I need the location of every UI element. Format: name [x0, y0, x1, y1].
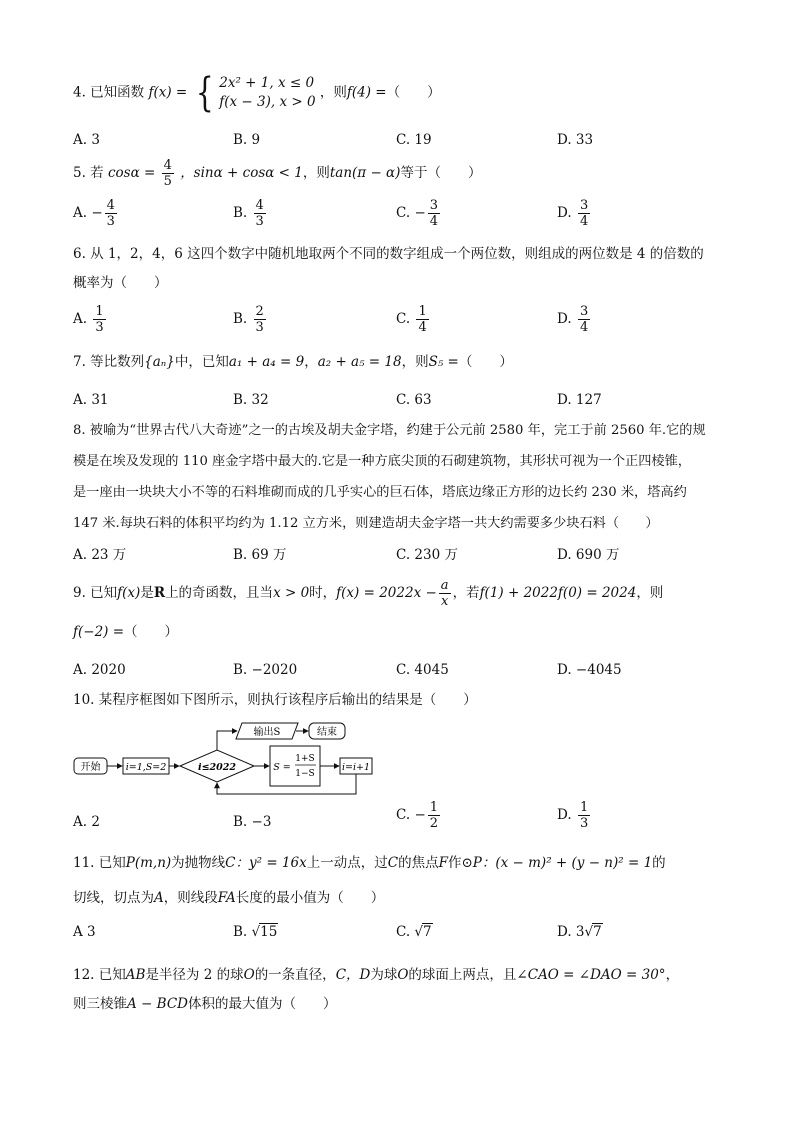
q6-line-2: 概率为（ ）	[73, 275, 168, 291]
q7-option-c[interactable]: C. 63	[396, 392, 432, 408]
q5-option-a-sign: −	[91, 205, 103, 221]
q9-option-a[interactable]: A. 2020	[73, 662, 126, 678]
q5-option-b-num: 4	[255, 198, 264, 213]
flow-init-label: i=1,S=2	[125, 762, 167, 773]
q11-option-a[interactable]: A 3	[73, 924, 96, 940]
q7-text-b: 中，已知	[174, 354, 229, 370]
q4-number: 4.	[73, 84, 91, 101]
q12-text-c: 的一条直径，	[254, 967, 336, 983]
q10-option-c[interactable]	[396, 800, 442, 831]
q7-text-a: 7. 等比数列	[73, 354, 145, 370]
q6-option-a-num: 1	[95, 304, 104, 319]
q5-option-c[interactable]	[396, 198, 442, 229]
q6-option-a-label: A.	[73, 311, 88, 327]
q11-option-c-label: C.	[396, 924, 411, 940]
q9-frac-den: x	[441, 594, 449, 609]
q5-frac-denominator: 5	[163, 174, 172, 189]
q12-ab: AB	[125, 967, 146, 983]
flowchart-diagram	[60, 715, 390, 800]
q5-stem-b: ，则	[302, 165, 330, 181]
q5-option-a-num: 4	[106, 198, 115, 213]
q6-option-c-fraction	[416, 304, 428, 335]
question-11	[73, 853, 666, 873]
q11-fa: FA	[217, 890, 236, 906]
q11-p: P	[472, 855, 482, 871]
q10-option-d-den: 3	[579, 816, 589, 831]
q7-paren: （ ）	[458, 354, 513, 370]
q10-option-c-fraction	[428, 800, 440, 831]
q11-text-g: ，则线段	[163, 890, 218, 906]
q5-option-a[interactable]	[73, 198, 119, 229]
q7-equation-2: a₂ + a₅ = 18	[317, 354, 402, 370]
q12-cd: C，D	[335, 967, 371, 983]
q5-option-d[interactable]	[557, 198, 592, 229]
q10-option-a[interactable]: A. 2	[73, 814, 100, 830]
q9-line-2	[73, 622, 178, 642]
q10-option-c-sign: −	[414, 807, 426, 823]
q5-option-d-den: 4	[579, 214, 589, 229]
q7-equation-1: a₁ + a₄ = 9	[228, 354, 305, 370]
q7-option-d[interactable]: D. 127	[557, 392, 602, 408]
q6-option-d[interactable]	[557, 304, 592, 335]
q5-option-a-label: A.	[73, 205, 88, 221]
q6-option-c[interactable]	[396, 304, 431, 335]
q5-option-d-fraction	[578, 198, 590, 229]
q11-point-p: P(m,n)	[125, 855, 172, 871]
q11-text-d: 的焦点	[398, 855, 439, 871]
q12-text-d: 为球	[370, 967, 398, 983]
q5-tail: 等于（ ）	[400, 165, 482, 181]
q4-paren: （ ）	[386, 84, 441, 101]
q12-o: O	[243, 967, 255, 983]
q7-option-b[interactable]: B. 32	[233, 392, 269, 408]
q5-option-d-num: 3	[579, 198, 589, 213]
flow-end-label: 结束	[317, 727, 337, 738]
q9-paren: （ ）	[124, 624, 179, 640]
q9-text-e: ，若	[452, 585, 480, 601]
q11-focus: F	[438, 855, 448, 871]
q10-option-d[interactable]	[557, 800, 592, 831]
q4-ask: f(4) =	[346, 84, 387, 101]
q12-line-2-b: 体积的最大值为（ ）	[187, 996, 337, 1012]
q11-line-2	[73, 888, 384, 908]
q11-line-2-text: 切线，切点为	[73, 890, 154, 906]
q5-option-c-num: 3	[429, 198, 439, 213]
q7-ask: S₅ =	[428, 354, 459, 370]
q8-option-b[interactable]: B. 69 万	[233, 547, 287, 563]
q12-text-a: 12. 已知	[73, 967, 126, 983]
q5-option-c-fraction	[428, 198, 440, 229]
q6-option-a-den: 3	[95, 320, 104, 335]
q11-option-b-radicand: 15	[260, 924, 278, 940]
q10-option-d-num: 1	[579, 800, 589, 815]
q8-option-c[interactable]: C. 230 万	[396, 547, 458, 563]
q5-condition: ，sinα + cosα < 1	[180, 165, 303, 181]
q6-line-1: 6. 从 1，2，4，6 这四个数字中随机地取两个不同的数字组成一个两位数，则组成的两位数是 4 的倍数的	[73, 246, 704, 262]
q12-line-2-a: 则三棱锥	[73, 996, 127, 1012]
q4-case-2: f(x − 3), x > 0	[219, 94, 316, 110]
q6-option-d-num: 3	[579, 304, 589, 319]
q10-option-c-den: 2	[429, 816, 439, 831]
q11-text-c: 上一动点，过	[306, 855, 388, 871]
q4-option-a[interactable]: A. 3	[73, 132, 100, 148]
question-7	[73, 352, 513, 372]
q6-option-b-label: B.	[233, 311, 248, 327]
q9-option-d[interactable]: D. −4045	[557, 662, 622, 678]
q9-real-set: R	[153, 585, 166, 601]
q6-option-b-den: 3	[255, 320, 264, 335]
q5-option-a-fraction	[105, 198, 117, 229]
q12-line-2	[73, 994, 336, 1014]
q11-text-e: 作⊙	[447, 855, 473, 871]
q7-text-c: ，则	[401, 354, 429, 370]
q7-option-a[interactable]: A. 31	[73, 392, 109, 408]
q5-option-c-sign: −	[414, 205, 426, 221]
q11-option-d-radicand: 7	[593, 924, 602, 940]
q8-line-4: 147 米.每块石料的体积平均约为 1.12 立方米，则建造胡夫金字塔一共大约需要多少块石料（ ）	[73, 516, 659, 531]
q11-option-d[interactable]: D. 3√7	[557, 924, 602, 940]
q11-text-b: 为抛物线	[171, 855, 226, 871]
q6-option-b-fraction	[254, 304, 266, 335]
q9-text-a: 9. 已知	[73, 585, 118, 601]
flow-assign-lhs: S =	[273, 762, 291, 773]
q9-frac-num: a	[440, 578, 449, 593]
q8-line-3: 是一座由一块块大小不等的石料堆砌而成的几乎实心的巨石体，塔底边缘正方形的边长约 230 米，塔高约	[73, 485, 687, 500]
question-5	[73, 158, 481, 189]
q9-text-d: 时，	[309, 585, 337, 601]
q6-option-d-fraction	[578, 304, 590, 335]
q8-option-a[interactable]: A. 23 万	[73, 547, 127, 563]
q11-text-f: 的	[652, 855, 666, 871]
q4-case-1: 2x² + 1, x ≤ 0	[219, 75, 315, 91]
q11-circle: ：(x − m)² + (y − n)² = 1	[481, 855, 653, 871]
q8-line-1: 8. 被喻为“世界古代八大奇迹”之一的古埃及胡夫金字塔，约建于公元前 2580 年，完工于前 2560 年.它的规	[73, 423, 706, 438]
q9-text-f: ，则	[636, 585, 664, 601]
q11-c: C	[387, 855, 399, 871]
q9-condition: x > 0	[273, 585, 310, 601]
q5-option-c-label: C.	[396, 205, 411, 221]
q11-a: A	[154, 890, 164, 906]
q10-text: 10. 某程序框图如下图所示，则执行该程序后输出的结果是（ ）	[73, 692, 477, 708]
q11-option-c-radicand: 7	[423, 924, 432, 940]
q12-tetrahedron: A − BCD	[127, 996, 188, 1012]
q4-option-b[interactable]: B. 9	[233, 132, 261, 148]
q6-option-d-label: D.	[557, 311, 572, 327]
q8-option-d[interactable]: D. 690 万	[557, 547, 620, 563]
question-9	[73, 578, 663, 609]
q6-option-c-label: C.	[396, 311, 411, 327]
flow-assign-denominator: 1−S	[295, 769, 315, 779]
q9-ask: f(−2) =	[73, 624, 125, 640]
q5-option-d-label: D.	[557, 205, 572, 221]
q5-number: 5. 若	[73, 165, 104, 181]
q11-option-c[interactable]: C. √7	[396, 924, 432, 940]
q9-text-b: 是	[140, 585, 154, 601]
q11-option-d-label: D. 3	[557, 924, 585, 940]
q6-option-b[interactable]	[233, 304, 268, 335]
q5-option-b-fraction	[254, 198, 266, 229]
q9-definition: f(x) = 2022x −	[336, 585, 437, 601]
flow-arrow-output	[217, 731, 237, 750]
flow-increment-label: i=i+1	[341, 762, 371, 773]
q7-sequence: {aₙ}	[144, 354, 175, 370]
q10-option-c-label: C.	[396, 807, 411, 823]
q11-option-b-label: B.	[233, 924, 248, 940]
q4-stem-b: ，则	[319, 84, 347, 101]
q9-option-b[interactable]: B. −2020	[233, 662, 298, 678]
q10-option-c-num: 1	[429, 800, 439, 815]
q12-text-e: 的球面上两点，且	[408, 967, 517, 983]
q10-option-d-fraction	[578, 800, 590, 831]
q4-option-c[interactable]: C. 19	[396, 132, 432, 148]
q5-fraction	[162, 158, 174, 189]
q12-text-f: ，	[665, 967, 680, 983]
q5-option-a-den: 3	[106, 214, 115, 229]
question-12	[73, 965, 679, 985]
q8-line-2: 模是在埃及发现的 110 座金字塔中最大的.它是一种方底尖顶的石砌建筑物，其形状可视为一个正四棱锥，	[73, 454, 691, 469]
q11-option-b[interactable]: B. √15	[233, 924, 278, 940]
q4-option-d[interactable]: D. 33	[557, 132, 594, 148]
q10-option-d-label: D.	[557, 807, 572, 823]
q9-fraction	[439, 578, 451, 609]
flow-assign-numerator: 1+S	[295, 754, 315, 764]
q4-stem: 已知函数	[90, 84, 145, 101]
q10-option-b[interactable]: B. −3	[233, 814, 272, 830]
q6-option-a[interactable]	[73, 304, 108, 335]
flow-output-label: 输出S	[253, 727, 281, 738]
q9-option-c[interactable]: C. 4045	[396, 662, 449, 678]
q6-option-c-num: 1	[418, 304, 427, 319]
q4-function-def: f(x) =	[148, 84, 188, 101]
q12-o2: O	[397, 967, 409, 983]
q4-brace: {	[195, 70, 214, 116]
q12-text-b: 是半径为 2 的球	[145, 967, 244, 983]
q11-text-h: 长度的最小值为（ ）	[235, 890, 385, 906]
q5-option-c-den: 4	[429, 214, 439, 229]
q6-option-a-fraction	[93, 304, 105, 335]
q9-given: f(1) + 2022f(0) = 2024	[479, 585, 637, 601]
q6-option-c-den: 4	[418, 320, 427, 335]
question-4	[73, 70, 441, 116]
q5-cos: cosα =	[107, 165, 156, 181]
q5-ask: tan(π − α)	[329, 165, 401, 181]
q6-option-b-num: 2	[255, 304, 264, 319]
q6-option-d-den: 4	[579, 320, 589, 335]
q11-text-a: 11. 已知	[73, 855, 126, 871]
q5-option-b-den: 3	[255, 214, 264, 229]
q9-text-c: 上的奇函数，且当	[165, 585, 274, 601]
q7-separator: ，	[304, 354, 318, 370]
q5-frac-numerator: 4	[163, 158, 172, 173]
flow-start-label: 开始	[80, 762, 101, 773]
q12-angles: ∠CAO = ∠DAO = 30°	[516, 967, 666, 983]
q5-option-b-label: B.	[233, 205, 248, 221]
q11-parabola: C：y² = 16x	[225, 855, 307, 871]
q4-cases	[219, 74, 315, 112]
q5-option-b[interactable]	[233, 198, 268, 229]
flow-decision-label: i≤2022	[197, 762, 237, 773]
q9-fx: f(x)	[117, 585, 141, 601]
